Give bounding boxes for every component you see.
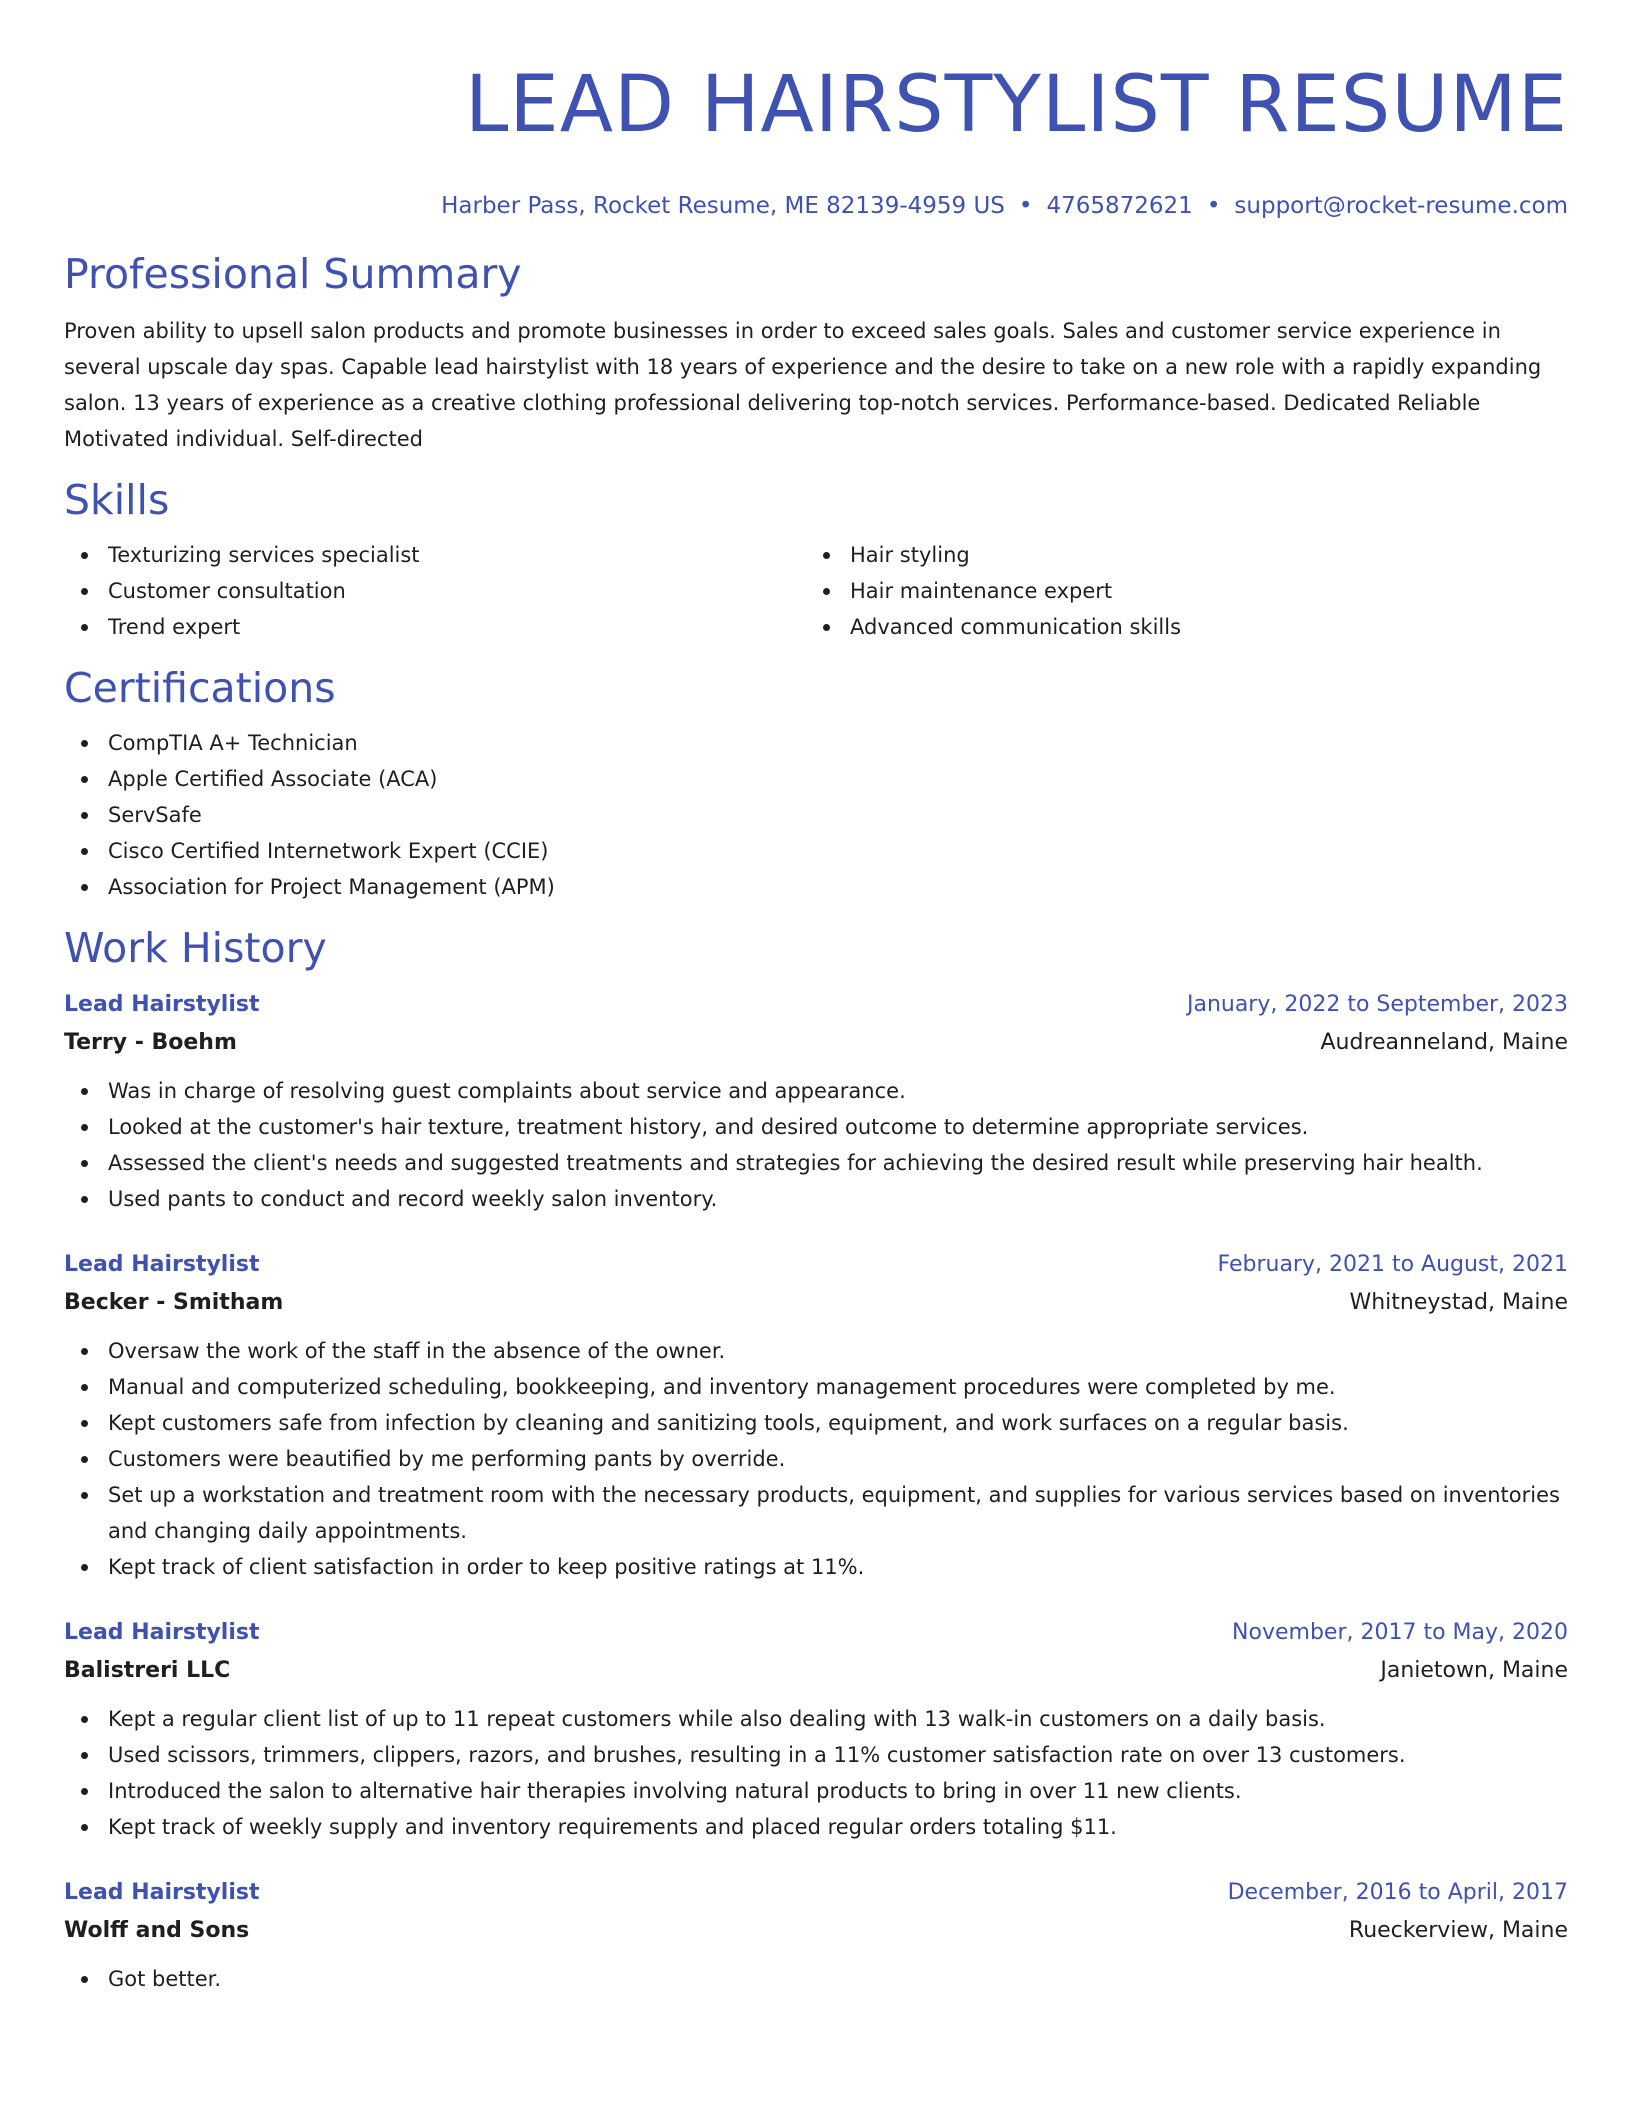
job-duty-item: Introduced the salon to alternative hair therapies involving natural products to bring in over 11 new clients. <box>64 1773 1568 1809</box>
job-location: Audreanneland, Maine <box>1320 1030 1568 1055</box>
certifications-heading: Certifications <box>64 664 336 712</box>
job-duty-item: Used scissors, trimmers, clippers, razors, and brushes, resulting in a 11% customer satisfaction rate on over 13 customers. <box>64 1737 1568 1773</box>
certification-item: ServSafe <box>64 797 1568 833</box>
contact-separator: • <box>1206 193 1221 219</box>
job-company: Balistreri LLC <box>64 1658 231 1683</box>
skill-item: Trend expert <box>64 609 806 645</box>
contact-line <box>64 190 1568 222</box>
skill-item: Hair maintenance expert <box>806 573 1548 609</box>
job-header-row <box>64 1247 1568 1283</box>
job-duty-item: Was in charge of resolving guest complaints about service and appearance. <box>64 1073 1568 1109</box>
skill-item: Texturizing services specialist <box>64 537 806 573</box>
certification-item: Association for Project Management (APM) <box>64 869 1568 905</box>
job-duty-item: Kept track of client satisfaction in order to keep positive ratings at 11%. <box>64 1549 1568 1585</box>
contact-phone: 4765872621 <box>1046 193 1193 219</box>
job-duty-item: Looked at the customer's hair texture, treatment history, and desired outcome to determine appropriate services. <box>64 1109 1568 1145</box>
work-history-heading: Work History <box>64 924 327 972</box>
skill-item: Customer consultation <box>64 573 806 609</box>
job-entry <box>64 987 1568 1217</box>
job-location: Whitneystad, Maine <box>1349 1290 1568 1315</box>
skills-heading: Skills <box>64 476 170 524</box>
summary-heading: Professional Summary <box>64 250 522 298</box>
job-duty-item: Kept customers safe from infection by cleaning and sanitizing tools, equipment, and work surfaces on a regular basis. <box>64 1405 1568 1441</box>
job-company: Terry - Boehm <box>64 1030 237 1055</box>
job-entry <box>64 1875 1568 1997</box>
summary-section <box>64 249 1568 457</box>
job-title: Lead Hairstylist <box>64 992 260 1017</box>
job-duties <box>64 1701 1568 1845</box>
job-dates: December, 2016 to April, 2017 <box>1227 1880 1568 1905</box>
job-duty-item: Oversaw the work of the staff in the absence of the owner. <box>64 1333 1568 1369</box>
job-entry <box>64 1247 1568 1585</box>
job-duty-item: Customers were beautified by me performing pants by override. <box>64 1441 1568 1477</box>
certification-item: Apple Certified Associate (ACA) <box>64 761 1568 797</box>
work-history-section <box>64 923 1568 1997</box>
summary-text: Proven ability to upsell salon products and promote businesses in order to exceed sales goals. Sales and customer service experience in several upscale day spas. Capable lead hairstylist with 18 years of experience and the desire to take on a new role with a rapidly expanding salon. 13 years of experience as a creative clothing professional delivering top-notch services. Performance-based. Dedicated Reliable Motivated individual. Self-directed <box>64 319 1542 451</box>
job-duty-item: Got better. <box>64 1961 1568 1997</box>
job-company: Wolff and Sons <box>64 1918 250 1943</box>
job-duty-item: Used pants to conduct and record weekly salon inventory. <box>64 1181 1568 1217</box>
certifications-list <box>64 725 1568 905</box>
skills-section <box>64 475 1568 645</box>
job-entry <box>64 1615 1568 1845</box>
job-dates: November, 2017 to May, 2020 <box>1232 1620 1568 1645</box>
certifications-section <box>64 663 1568 905</box>
contact-separator: • <box>1018 193 1033 219</box>
job-employer-row <box>64 1911 1568 1951</box>
job-duties <box>64 1073 1568 1217</box>
job-location: Rueckerview, Maine <box>1348 1918 1568 1943</box>
job-title: Lead Hairstylist <box>64 1620 260 1645</box>
skill-item: Hair styling <box>806 537 1548 573</box>
contact-email: support@rocket-resume.com <box>1234 193 1568 219</box>
job-header-row <box>64 1615 1568 1651</box>
job-company: Becker - Smitham <box>64 1290 284 1315</box>
job-header-row <box>64 987 1568 1023</box>
job-employer-row <box>64 1283 1568 1323</box>
job-duty-item: Assessed the client's needs and suggested treatments and strategies for achieving the desired result while preserving hair health. <box>64 1145 1568 1181</box>
job-dates: January, 2022 to September, 2023 <box>1186 992 1568 1017</box>
skills-list-right <box>806 537 1548 645</box>
job-duty-item: Kept a regular client list of up to 11 repeat customers while also dealing with 13 walk-in customers on a daily basis. <box>64 1701 1568 1737</box>
job-header-row <box>64 1875 1568 1911</box>
job-dates: February, 2021 to August, 2021 <box>1217 1252 1568 1277</box>
job-duty-item: Set up a workstation and treatment room with the necessary products, equipment, and supplies for various services based on inventories and changing daily appointments. <box>64 1477 1568 1549</box>
job-duty-item: Manual and computerized scheduling, bookkeeping, and inventory management procedures were completed by me. <box>64 1369 1568 1405</box>
skill-item: Advanced communication skills <box>806 609 1548 645</box>
job-location: Janietown, Maine <box>1380 1658 1568 1683</box>
job-employer-row <box>64 1023 1568 1063</box>
certification-item: Cisco Certified Internetwork Expert (CCIE) <box>64 833 1568 869</box>
job-duties <box>64 1961 1568 1997</box>
job-duties <box>64 1333 1568 1585</box>
job-title: Lead Hairstylist <box>64 1880 260 1905</box>
resume-title: LEAD HAIRSTYLIST RESUME <box>464 60 1568 150</box>
job-title: Lead Hairstylist <box>64 1252 260 1277</box>
contact-address: Harber Pass, Rocket Resume, ME 82139-4959 US <box>441 193 1005 219</box>
job-employer-row <box>64 1651 1568 1691</box>
job-duty-item: Kept track of weekly supply and inventory requirements and placed regular orders totaling $11. <box>64 1809 1568 1845</box>
skills-grid <box>64 537 1568 645</box>
certification-item: CompTIA A+ Technician <box>64 725 1568 761</box>
skills-list-left <box>64 537 806 645</box>
